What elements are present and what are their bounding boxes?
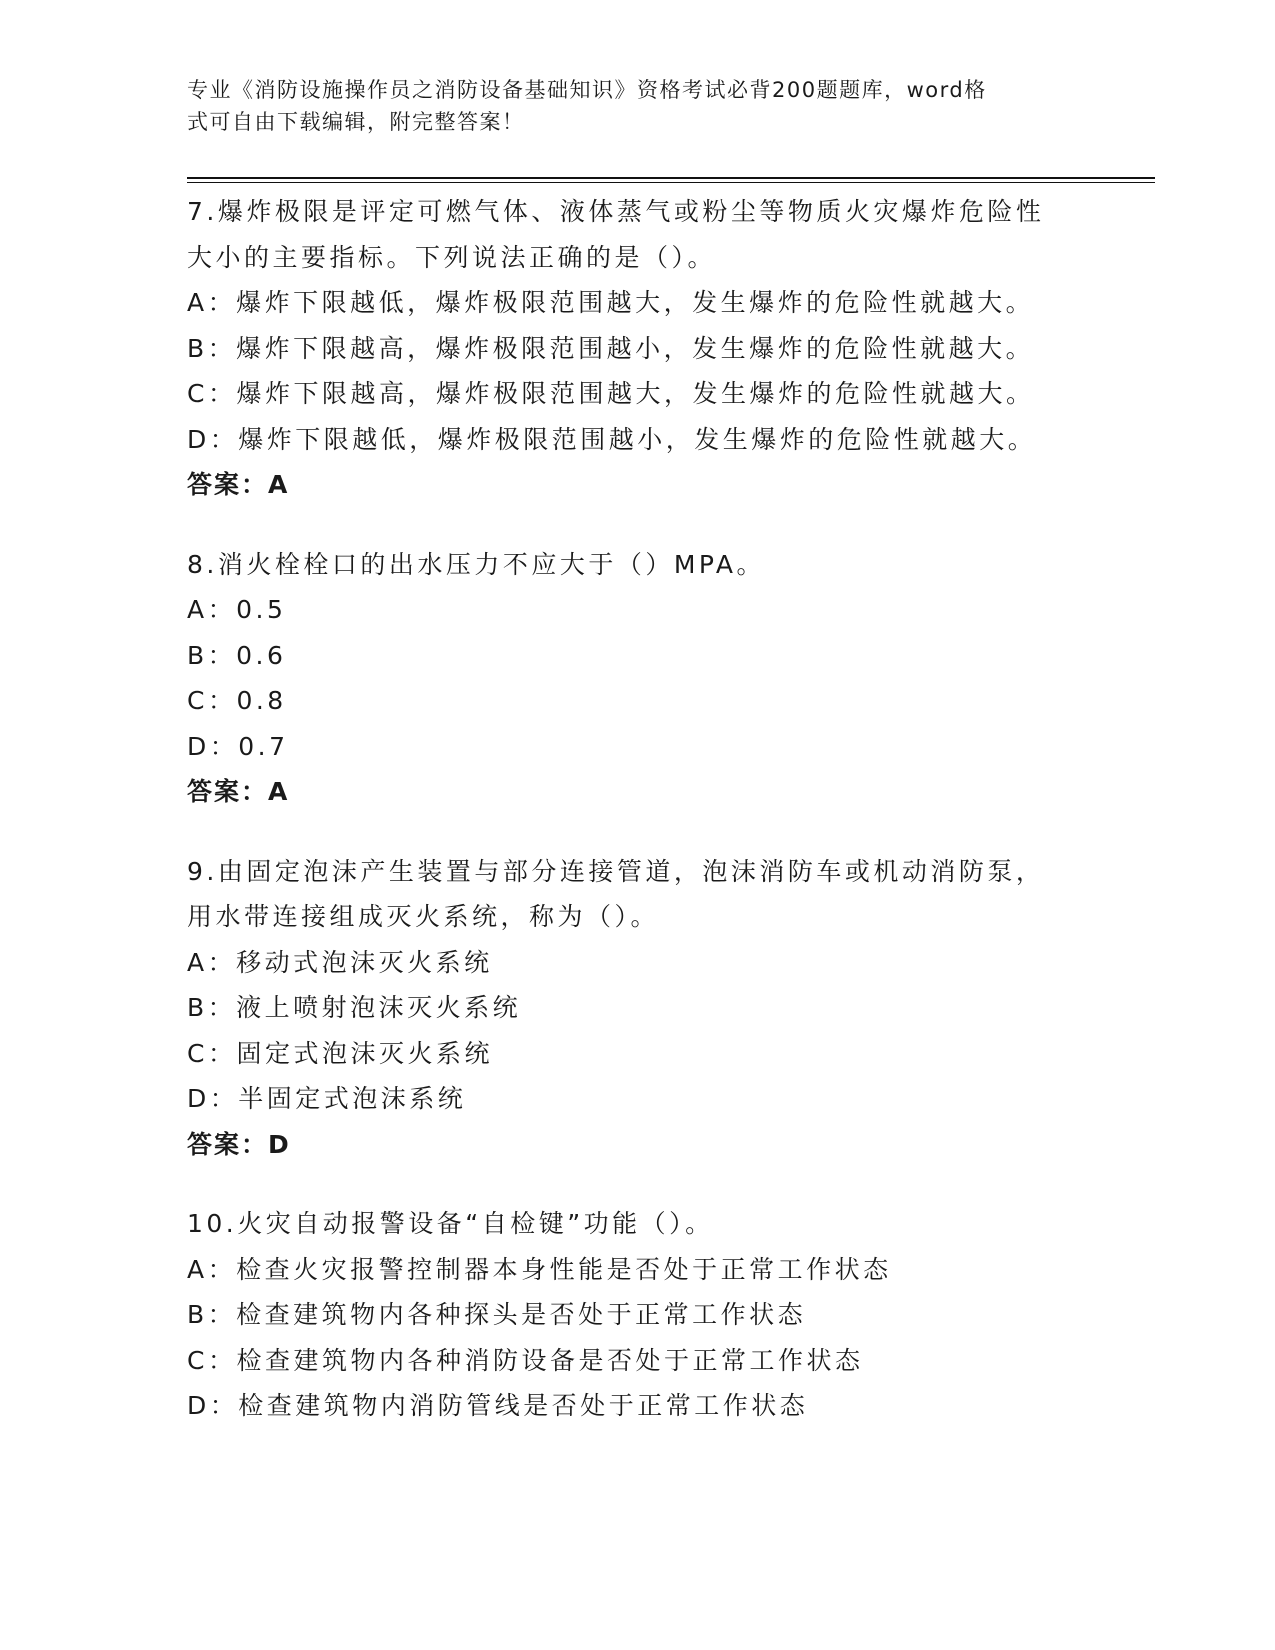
option-d: D：检查建筑物内消防管线是否处于正常工作状态: [187, 1391, 809, 1420]
header-line-2: 式可自由下载编辑，附完整答案！: [187, 110, 525, 134]
option-b: B：爆炸下限越高，爆炸极限范围越小，发生爆炸的危险性就越大。: [187, 333, 1035, 363]
option-d: D：爆炸下限越低，爆炸极限范围越小，发生爆炸的危险性就越大。: [187, 424, 1037, 454]
header-divider-thick: [187, 177, 1155, 179]
header-line-1: 专业《消防设施操作员之消防设备基础知识》资格考试必背200题题库，word格: [187, 78, 987, 102]
question-stem: 10.火灾自动报警设备“自检键”功能（）。: [187, 1209, 714, 1238]
question-stem: 7.爆炸极限是评定可燃气体、液体蒸气或粉尘等物质火灾爆炸危险性: [187, 197, 1045, 226]
option-d: D：0.7: [187, 731, 289, 761]
option-c: C：固定式泡沫灭火系统: [187, 1038, 493, 1068]
question-stem: 8.消火栓栓口的出水压力不应大于（）MPA。: [187, 549, 766, 579]
question-8: [187, 542, 1087, 815]
question-10: [187, 1201, 1087, 1429]
answer-label: 答案：A: [187, 777, 290, 806]
option-c: C：检查建筑物内各种消防设备是否处于正常工作状态: [187, 1345, 864, 1375]
option-b: B：检查建筑物内各种探头是否处于正常工作状态: [187, 1300, 807, 1329]
option-a: A：检查火灾报警控制器本身性能是否处于正常工作状态: [187, 1254, 892, 1284]
question-9: [187, 849, 1087, 1168]
question-stem-continued: 大小的主要指标。下列说法正确的是（）。: [187, 242, 717, 272]
header-divider-thin: [187, 182, 1155, 183]
option-a: A：移动式泡沫灭火系统: [187, 947, 493, 977]
question-stem-continued: 用水带连接组成灭火系统，称为（）。: [187, 902, 660, 931]
document-header: [187, 74, 1067, 138]
option-b: B：液上喷射泡沫灭火系统: [187, 993, 522, 1022]
question-stem: 9.由固定泡沫产生装置与部分连接管道，泡沫消防车或机动消防泵，: [187, 856, 1045, 886]
option-a: A：爆炸下限越低，爆炸极限范围越大，发生爆炸的危险性就越大。: [187, 288, 1035, 317]
option-a: A：0.5: [187, 595, 287, 624]
option-b: B：0.6: [187, 640, 287, 670]
question-7: [187, 189, 1087, 508]
question-list: [187, 189, 1087, 1463]
option-d: D：半固定式泡沫系统: [187, 1084, 467, 1113]
answer-label: 答案：D: [187, 1129, 291, 1159]
option-c: C：爆炸下限越高，爆炸极限范围越大，发生爆炸的危险性就越大。: [187, 379, 1035, 408]
option-c: C：0.8: [187, 686, 287, 715]
answer-label: 答案：A: [187, 470, 290, 499]
